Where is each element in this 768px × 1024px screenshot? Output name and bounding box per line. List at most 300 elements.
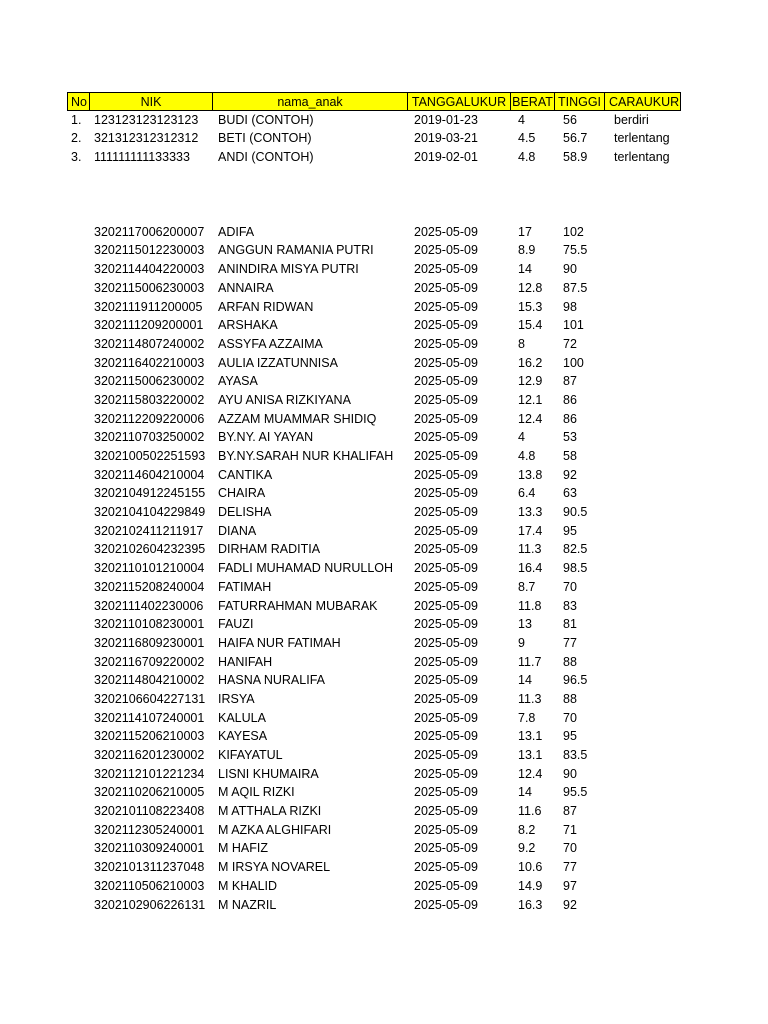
cell-caraukur[interactable]: terlentang <box>614 131 670 146</box>
cell-tanggalukur[interactable]: 2025-05-09 <box>414 860 478 875</box>
cell-no[interactable] <box>67 727 90 746</box>
cell-berat[interactable]: 17.4 <box>518 523 543 538</box>
cell-berat[interactable]: 13.3 <box>518 505 543 520</box>
cell-caraukur[interactable] <box>610 578 687 597</box>
cell-tinggi[interactable]: 95 <box>563 729 577 744</box>
cell-nik[interactable]: 3202115006230003 <box>94 280 205 295</box>
cell-tanggalukur[interactable]: 2025-05-09 <box>414 561 478 576</box>
cell-nik[interactable]: 123123123123123 <box>94 112 199 127</box>
cell-caraukur[interactable] <box>610 484 687 503</box>
cell-tinggi[interactable]: 86 <box>563 392 577 407</box>
cell-tinggi[interactable]: 53 <box>563 430 577 445</box>
cell-tinggi[interactable]: 81 <box>563 617 577 632</box>
cell-tinggi[interactable]: 90.5 <box>563 505 588 520</box>
cell-no[interactable] <box>67 503 90 522</box>
cell-nama-anak[interactable]: ARSHAKA <box>218 318 278 333</box>
cell-caraukur[interactable] <box>610 503 687 522</box>
cell-caraukur[interactable] <box>610 615 687 634</box>
cell-tinggi[interactable]: 70 <box>563 841 577 856</box>
cell-tanggalukur[interactable]: 2025-05-09 <box>414 262 478 277</box>
cell-berat[interactable]: 4 <box>518 112 525 127</box>
cell-tinggi[interactable]: 70 <box>563 710 577 725</box>
cell-no[interactable] <box>67 279 90 298</box>
cell-berat[interactable]: 13.1 <box>518 729 543 744</box>
cell-caraukur[interactable] <box>610 354 687 373</box>
cell-tinggi[interactable]: 95 <box>563 523 577 538</box>
table-row <box>67 447 687 466</box>
cell-caraukur[interactable] <box>610 671 687 690</box>
cell-nik[interactable]: 3202115006230002 <box>94 374 205 389</box>
cell-tanggalukur[interactable]: 2025-05-09 <box>414 505 478 520</box>
cell-nama-anak[interactable]: BY.NY. AI YAYAN <box>218 430 314 445</box>
cell-nama-anak[interactable]: ANNAIRA <box>218 280 274 295</box>
cell-tinggi[interactable]: 56 <box>563 112 577 127</box>
cell-berat[interactable]: 17 <box>518 224 532 239</box>
header-tanggalukur[interactable]: TANGGALUKUR <box>407 92 511 111</box>
cell-caraukur[interactable]: terlentang <box>614 150 670 165</box>
cell-nama-anak[interactable]: DIANA <box>218 523 257 538</box>
cell-caraukur[interactable] <box>610 279 687 298</box>
cell-tanggalukur[interactable]: 2025-05-09 <box>414 523 478 538</box>
cell-caraukur[interactable] <box>610 746 687 765</box>
cell-tanggalukur[interactable]: 2025-05-09 <box>414 897 478 912</box>
cell-nama-anak[interactable]: DIRHAM RADITIA <box>218 542 321 557</box>
cell-no[interactable] <box>67 223 90 242</box>
cell-no[interactable] <box>67 690 90 709</box>
cell-tinggi[interactable]: 88 <box>563 691 577 706</box>
cell-berat[interactable]: 11.6 <box>518 804 542 819</box>
example-row <box>67 148 687 167</box>
cell-caraukur[interactable] <box>610 765 687 784</box>
cell-tanggalukur[interactable]: 2025-05-09 <box>414 766 478 781</box>
cell-tinggi[interactable]: 75.5 <box>563 243 588 258</box>
cell-tanggalukur[interactable]: 2025-05-09 <box>414 617 478 632</box>
cell-no[interactable] <box>67 260 90 279</box>
cell-nik[interactable]: 3202106604227131 <box>94 691 206 706</box>
cell-no[interactable]: 3. <box>71 150 82 165</box>
cell-nama-anak[interactable]: AZZAM MUAMMAR SHIDIQ <box>218 411 377 426</box>
cell-tanggalukur[interactable]: 2025-05-09 <box>414 710 478 725</box>
cell-nik[interactable]: 3202114107240001 <box>94 710 205 725</box>
cell-no[interactable] <box>67 615 90 634</box>
cell-berat[interactable]: 8.9 <box>518 243 536 258</box>
cell-berat[interactable]: 15.4 <box>518 318 543 333</box>
cell-nama-anak[interactable]: HAIFA NUR FATIMAH <box>218 635 341 650</box>
cell-nama-anak[interactable]: BETI (CONTOH) <box>218 131 312 146</box>
cell-no[interactable] <box>67 447 90 466</box>
cell-tinggi[interactable]: 101 <box>563 318 584 333</box>
cell-nama-anak[interactable]: FATIMAH <box>218 579 272 594</box>
cell-no[interactable]: 1. <box>71 112 82 127</box>
cell-tinggi[interactable]: 71 <box>563 822 577 837</box>
cell-caraukur[interactable] <box>610 298 687 317</box>
table-row <box>67 279 687 298</box>
cell-nama-anak[interactable]: BY.NY.SARAH NUR KHALIFAH <box>218 449 394 463</box>
cell-tanggalukur[interactable]: 2025-05-09 <box>414 299 478 314</box>
cell-nik[interactable]: 3202110108230001 <box>94 617 205 632</box>
cell-tinggi[interactable]: 100 <box>563 355 584 370</box>
cell-caraukur[interactable] <box>610 316 687 335</box>
cell-no[interactable] <box>67 765 90 784</box>
cell-nik[interactable]: 111111111133333 <box>94 150 190 165</box>
cell-tanggalukur[interactable]: 2025-05-09 <box>414 841 478 856</box>
cell-berat[interactable]: 9.2 <box>518 841 536 856</box>
cell-nik[interactable]: 3202115208240004 <box>94 579 205 594</box>
cell-nik[interactable]: 3202112305240001 <box>94 822 205 837</box>
cell-caraukur[interactable] <box>610 447 687 466</box>
cell-tinggi[interactable]: 95.5 <box>563 785 588 800</box>
cell-no[interactable] <box>67 410 90 429</box>
cell-berat[interactable]: 8 <box>518 336 525 351</box>
cell-berat[interactable]: 12.4 <box>518 411 543 426</box>
cell-tanggalukur[interactable]: 2025-05-09 <box>414 280 478 295</box>
cell-caraukur[interactable] <box>610 410 687 429</box>
cell-tinggi[interactable]: 87 <box>563 374 577 389</box>
cell-tinggi[interactable]: 92 <box>563 897 577 912</box>
cell-caraukur[interactable] <box>610 391 687 410</box>
cell-tanggalukur[interactable]: 2025-05-09 <box>414 785 478 800</box>
cell-tanggalukur[interactable]: 2025-05-09 <box>414 635 478 650</box>
cell-caraukur[interactable] <box>610 260 687 279</box>
cell-nik[interactable]: 3202115803220002 <box>94 392 205 407</box>
cell-berat[interactable]: 9 <box>518 635 525 650</box>
cell-tanggalukur[interactable]: 2025-05-09 <box>414 224 478 239</box>
cell-tanggalukur[interactable]: 2025-05-09 <box>414 243 478 258</box>
cell-tinggi[interactable]: 77 <box>563 635 577 650</box>
cell-nama-anak[interactable]: DELISHA <box>218 505 272 520</box>
cell-caraukur[interactable] <box>610 690 687 709</box>
cell-berat[interactable]: 6.4 <box>518 486 536 501</box>
cell-nik[interactable]: 3202101108223408 <box>94 804 205 819</box>
cell-caraukur[interactable] <box>610 241 687 260</box>
cell-nama-anak[interactable]: M HAFIZ <box>218 841 268 856</box>
cell-berat[interactable]: 14 <box>518 262 532 277</box>
data-rows <box>67 223 687 914</box>
cell-no[interactable] <box>67 709 90 728</box>
cell-nik[interactable]: 3202104104229849 <box>94 505 206 520</box>
cell-tinggi[interactable]: 83.5 <box>563 748 588 762</box>
cell-nama-anak[interactable]: M ATTHALA RIZKI <box>218 804 322 819</box>
cell-nik[interactable]: 3202115012230003 <box>94 243 205 258</box>
cell-tinggi[interactable]: 70 <box>563 579 577 594</box>
cell-nik[interactable]: 3202114804210002 <box>94 673 205 688</box>
cell-tanggalukur[interactable]: 2025-05-09 <box>414 374 478 389</box>
cell-nama-anak[interactable]: CANTIKA <box>218 467 273 482</box>
cell-no[interactable] <box>67 316 90 335</box>
cell-tanggalukur[interactable]: 2025-05-09 <box>414 430 478 445</box>
cell-tanggalukur[interactable]: 2025-05-09 <box>414 449 478 463</box>
cell-no[interactable] <box>67 783 90 802</box>
cell-nik[interactable]: 3202104912245155 <box>94 486 206 501</box>
cell-nama-anak[interactable]: M KHALID <box>218 878 278 893</box>
cell-nik[interactable]: 3202102604232395 <box>94 542 206 557</box>
cell-berat[interactable]: 8.7 <box>518 579 536 594</box>
cell-no[interactable] <box>67 597 90 616</box>
cell-no[interactable] <box>67 746 90 765</box>
cell-nama-anak[interactable]: FATURRAHMAN MUBARAK <box>218 598 378 613</box>
table-row <box>67 709 687 728</box>
header-tinggi[interactable]: TINGGI <box>554 92 605 111</box>
cell-berat[interactable]: 11.3 <box>518 691 542 706</box>
cell-nik[interactable]: 3202110506210003 <box>94 878 205 893</box>
cell-nik[interactable]: 3202102411211917 <box>94 523 204 538</box>
cell-nik[interactable]: 3202112101221234 <box>94 766 205 781</box>
cell-berat[interactable]: 12.9 <box>518 374 543 389</box>
cell-tinggi[interactable]: 87.5 <box>563 280 588 295</box>
cell-berat[interactable]: 7.8 <box>518 710 536 725</box>
cell-tinggi[interactable]: 82.5 <box>563 542 588 557</box>
cell-caraukur[interactable] <box>610 896 687 915</box>
cell-caraukur[interactable] <box>610 335 687 354</box>
cell-caraukur[interactable] <box>610 559 687 578</box>
table-row <box>67 858 687 877</box>
cell-tanggalukur[interactable]: 2025-05-09 <box>414 748 478 762</box>
cell-nama-anak[interactable]: ARFAN RIDWAN <box>218 299 314 314</box>
cell-nik[interactable]: 3202100502251593 <box>94 449 206 463</box>
cell-caraukur[interactable]: berdiri <box>614 112 649 127</box>
cell-nama-anak[interactable]: KIFAYATUL <box>218 748 283 762</box>
cell-caraukur[interactable] <box>610 522 687 541</box>
table-row <box>67 503 687 522</box>
cell-tinggi[interactable]: 96.5 <box>563 673 588 688</box>
cell-nama-anak[interactable]: LISNI KHUMAIRA <box>218 766 319 781</box>
cell-berat[interactable]: 14 <box>518 785 532 800</box>
header-berat[interactable]: BERAT <box>510 92 555 111</box>
cell-tanggalukur[interactable]: 2025-05-09 <box>414 673 478 688</box>
cell-nama-anak[interactable]: KALULA <box>218 710 266 725</box>
cell-berat[interactable]: 11.7 <box>518 654 542 669</box>
cell-berat[interactable]: 12.4 <box>518 766 543 781</box>
cell-berat[interactable]: 16.4 <box>518 561 543 576</box>
cell-berat[interactable]: 14.9 <box>518 878 543 893</box>
cell-caraukur[interactable] <box>610 839 687 858</box>
cell-berat[interactable]: 15.3 <box>518 299 543 314</box>
cell-no[interactable] <box>67 839 90 858</box>
cell-no[interactable] <box>67 354 90 373</box>
cell-tanggalukur[interactable]: 2025-05-09 <box>414 691 478 706</box>
cell-caraukur[interactable] <box>610 802 687 821</box>
cell-caraukur[interactable] <box>610 783 687 802</box>
cell-berat[interactable]: 11.8 <box>518 598 542 613</box>
table-row <box>67 839 687 858</box>
cell-tinggi[interactable]: 90 <box>563 766 577 781</box>
cell-nik[interactable]: 3202114404220003 <box>94 262 205 277</box>
cell-berat[interactable]: 16.3 <box>518 897 543 912</box>
cell-no[interactable] <box>67 802 90 821</box>
cell-nama-anak[interactable]: M IRSYA NOVAREL <box>218 860 331 875</box>
cell-no[interactable] <box>67 484 90 503</box>
cell-caraukur[interactable] <box>610 709 687 728</box>
cell-nik[interactable]: 321312312312312 <box>94 131 199 146</box>
cell-caraukur[interactable] <box>610 540 687 559</box>
cell-tinggi[interactable]: 90 <box>563 262 577 277</box>
cell-nama-anak[interactable]: IRSYA <box>218 691 255 706</box>
cell-no[interactable] <box>67 372 90 391</box>
cell-nik[interactable]: 3202117006200007 <box>94 224 205 239</box>
cell-no[interactable] <box>67 559 90 578</box>
cell-tanggalukur[interactable]: 2025-05-09 <box>414 542 478 557</box>
cell-caraukur[interactable] <box>610 223 687 242</box>
cell-no[interactable] <box>67 428 90 447</box>
cell-caraukur[interactable] <box>610 597 687 616</box>
cell-nik[interactable]: 3202110309240001 <box>94 841 205 856</box>
cell-nik[interactable]: 3202116809230001 <box>94 635 205 650</box>
cell-nama-anak[interactable]: M AZKA ALGHIFARI <box>218 822 332 837</box>
cell-tanggalukur[interactable]: 2019-02-01 <box>414 150 478 165</box>
cell-nama-anak[interactable]: ANGGUN RAMANIA PUTRI <box>218 243 374 258</box>
cell-nik[interactable]: 3202110703250002 <box>94 430 205 445</box>
cell-tinggi[interactable]: 77 <box>563 860 577 875</box>
cell-tanggalukur[interactable]: 2025-05-09 <box>414 467 478 482</box>
cell-tinggi[interactable]: 83 <box>563 598 577 613</box>
cell-berat[interactable]: 4.8 <box>518 449 536 463</box>
cell-nik[interactable]: 3202112209220006 <box>94 411 205 426</box>
cell-nama-anak[interactable]: AYASA <box>218 374 258 389</box>
cell-nik[interactable]: 3202114604210004 <box>94 467 205 482</box>
cell-no[interactable] <box>67 298 90 317</box>
cell-tinggi[interactable]: 102 <box>563 224 584 239</box>
cell-no[interactable]: 2. <box>71 131 82 146</box>
cell-tanggalukur[interactable]: 2019-03-21 <box>414 131 478 146</box>
cell-nik[interactable]: 3202116402210003 <box>94 355 205 370</box>
cell-berat[interactable]: 8.2 <box>518 822 536 837</box>
cell-nama-anak[interactable]: HANIFAH <box>218 654 273 669</box>
cell-nik[interactable]: 3202111911200005 <box>94 299 203 314</box>
cell-tanggalukur[interactable]: 2025-05-09 <box>414 878 478 893</box>
cell-nik[interactable]: 3202114807240002 <box>94 336 205 351</box>
cell-tanggalukur[interactable]: 2025-05-09 <box>414 411 478 426</box>
cell-tinggi[interactable]: 87 <box>563 804 577 819</box>
cell-no[interactable] <box>67 671 90 690</box>
cell-no[interactable] <box>67 653 90 672</box>
cell-tanggalukur[interactable]: 2025-05-09 <box>414 804 478 819</box>
cell-tinggi[interactable]: 98 <box>563 299 577 314</box>
cell-nama-anak[interactable]: KAYESA <box>218 729 268 744</box>
cell-caraukur[interactable] <box>610 858 687 877</box>
cell-no[interactable] <box>67 391 90 410</box>
cell-no[interactable] <box>67 858 90 877</box>
cell-nik[interactable]: 3202101311237048 <box>94 860 205 875</box>
cell-tinggi[interactable]: 88 <box>563 654 577 669</box>
header-caraukur[interactable]: CARAUKUR <box>604 92 681 111</box>
cell-tinggi[interactable]: 58.9 <box>563 150 588 165</box>
cell-caraukur[interactable] <box>610 634 687 653</box>
cell-nik[interactable]: 3202110101210004 <box>94 561 205 576</box>
cell-berat[interactable]: 13.1 <box>518 748 543 762</box>
cell-berat[interactable]: 13.8 <box>518 467 543 482</box>
cell-tanggalukur[interactable]: 2025-05-09 <box>414 355 478 370</box>
cell-berat[interactable]: 12.8 <box>518 280 543 295</box>
table-row <box>67 746 687 765</box>
cell-nama-anak[interactable]: ANDI (CONTOH) <box>218 150 314 165</box>
table-row <box>67 653 687 672</box>
cell-nama-anak[interactable]: FADLI MUHAMAD NURULLOH <box>218 561 394 576</box>
cell-caraukur[interactable] <box>610 653 687 672</box>
header-nik[interactable]: NIK <box>89 92 213 111</box>
cell-tanggalukur[interactable]: 2025-05-09 <box>414 318 478 333</box>
blank-rows <box>67 167 687 223</box>
cell-tinggi[interactable]: 72 <box>563 336 577 351</box>
cell-nik[interactable]: 3202111209200001 <box>94 318 204 333</box>
cell-caraukur[interactable] <box>610 877 687 896</box>
cell-no[interactable] <box>67 522 90 541</box>
cell-nama-anak[interactable]: M NAZRIL <box>218 897 277 912</box>
cell-no[interactable] <box>67 466 90 485</box>
cell-tinggi[interactable]: 86 <box>563 411 577 426</box>
cell-no[interactable] <box>67 877 90 896</box>
cell-no[interactable] <box>67 821 90 840</box>
cell-tanggalukur[interactable]: 2025-05-09 <box>414 336 478 351</box>
cell-tanggalukur[interactable]: 2025-05-09 <box>414 654 478 669</box>
cell-nik[interactable]: 3202102906226131 <box>94 897 206 912</box>
cell-nama-anak[interactable]: ADIFA <box>218 224 255 239</box>
cell-tinggi[interactable]: 63 <box>563 486 577 501</box>
table-row <box>67 428 687 447</box>
cell-tanggalukur[interactable]: 2019-01-23 <box>414 112 478 127</box>
cell-berat[interactable]: 4.5 <box>518 131 536 146</box>
header-no[interactable]: No <box>67 92 90 111</box>
cell-berat[interactable]: 11.3 <box>518 542 542 557</box>
cell-nik[interactable]: 3202116709220002 <box>94 654 205 669</box>
cell-tanggalukur[interactable]: 2025-05-09 <box>414 598 478 613</box>
header-nama-anak[interactable]: nama_anak <box>212 92 408 111</box>
cell-berat[interactable]: 4 <box>518 430 525 445</box>
cell-caraukur[interactable] <box>610 466 687 485</box>
cell-nama-anak[interactable]: M AQIL RIZKI <box>218 785 295 800</box>
cell-tanggalukur[interactable]: 2025-05-09 <box>414 486 478 501</box>
cell-berat[interactable]: 16.2 <box>518 355 543 370</box>
cell-caraukur[interactable] <box>610 727 687 746</box>
cell-berat[interactable]: 4.8 <box>518 150 536 165</box>
cell-berat[interactable]: 13 <box>518 617 532 632</box>
cell-nik[interactable]: 3202115206210003 <box>94 729 205 744</box>
cell-tanggalukur[interactable]: 2025-05-09 <box>414 729 478 744</box>
cell-no[interactable] <box>67 578 90 597</box>
cell-caraukur[interactable] <box>610 821 687 840</box>
cell-no[interactable] <box>67 634 90 653</box>
cell-caraukur[interactable] <box>610 372 687 391</box>
cell-nama-anak[interactable]: FAUZI <box>218 617 254 632</box>
cell-tinggi[interactable]: 58 <box>563 449 577 463</box>
cell-tinggi[interactable]: 97 <box>563 878 577 893</box>
cell-berat[interactable]: 12.1 <box>518 392 543 407</box>
cell-nik[interactable]: 3202116201230002 <box>94 748 205 762</box>
cell-nama-anak[interactable]: ANINDIRA MISYA PUTRI <box>218 262 359 277</box>
cell-nama-anak[interactable]: BUDI (CONTOH) <box>218 112 314 127</box>
cell-berat[interactable]: 14 <box>518 673 532 688</box>
cell-nik[interactable]: 3202111402230006 <box>94 598 204 613</box>
cell-tanggalukur[interactable]: 2025-05-09 <box>414 392 478 407</box>
cell-nama-anak[interactable]: HASNA NURALIFA <box>218 673 325 688</box>
cell-nama-anak[interactable]: AULIA IZZATUNNISA <box>218 355 338 370</box>
cell-no[interactable] <box>67 335 90 354</box>
cell-tinggi[interactable]: 92 <box>563 467 577 482</box>
cell-caraukur[interactable] <box>610 428 687 447</box>
cell-no[interactable] <box>67 896 90 915</box>
cell-tinggi[interactable]: 56.7 <box>563 131 588 146</box>
cell-berat[interactable]: 10.6 <box>518 860 543 875</box>
table-row <box>67 335 687 354</box>
cell-no[interactable] <box>67 241 90 260</box>
cell-nama-anak[interactable]: CHAIRA <box>218 486 266 501</box>
cell-nama-anak[interactable]: AYU ANISA RIZKIYANA <box>218 392 351 407</box>
cell-tanggalukur[interactable]: 2025-05-09 <box>414 579 478 594</box>
cell-tinggi[interactable]: 98.5 <box>563 561 588 576</box>
cell-no[interactable] <box>67 540 90 559</box>
cell-tanggalukur[interactable]: 2025-05-09 <box>414 822 478 837</box>
cell-nik[interactable]: 3202110206210005 <box>94 785 205 800</box>
cell-nama-anak[interactable]: ASSYFA AZZAIMA <box>218 336 323 351</box>
